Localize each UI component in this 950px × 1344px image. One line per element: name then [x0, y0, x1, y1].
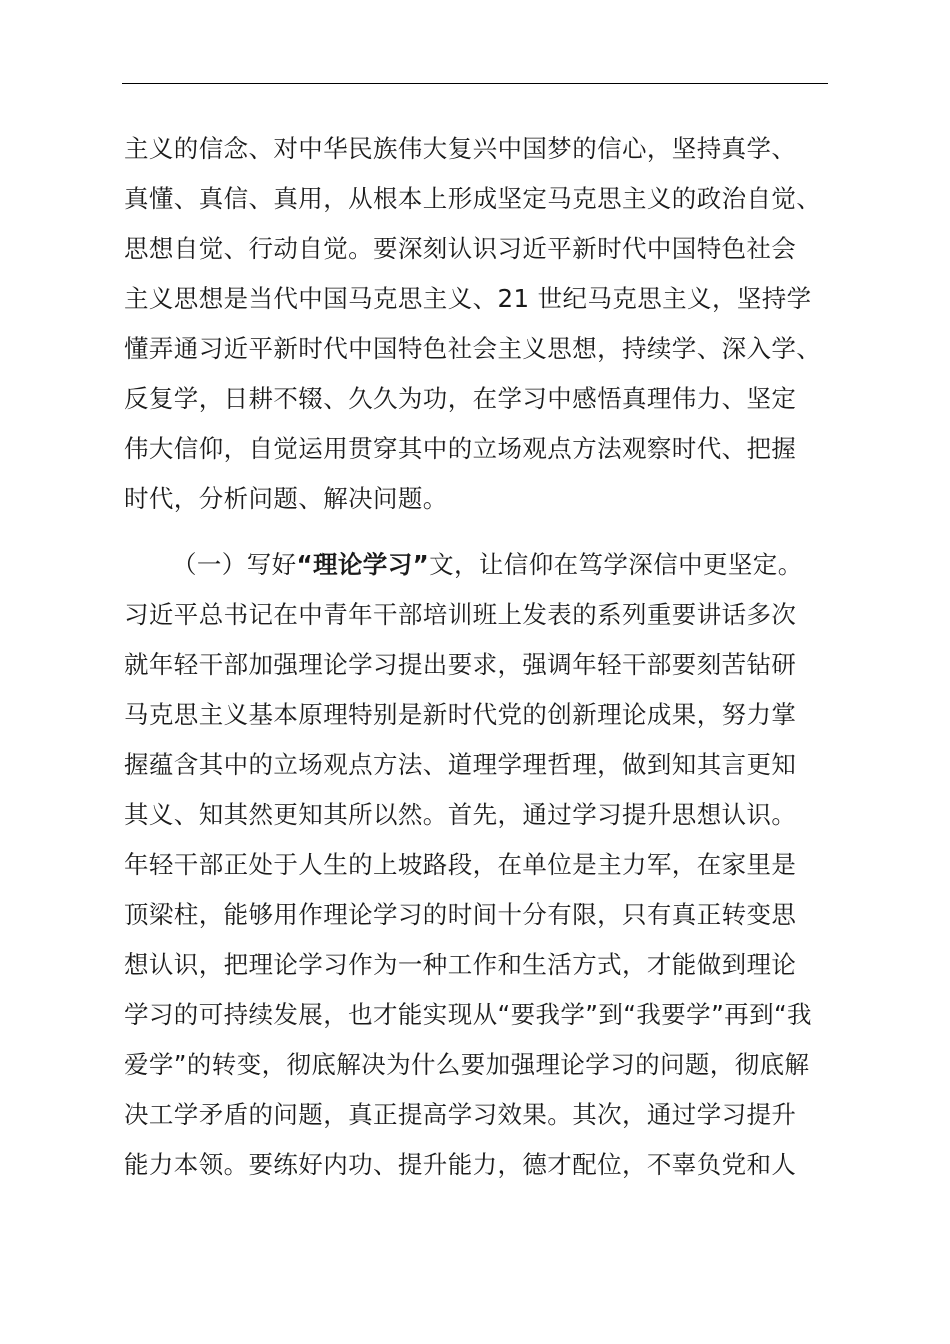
text-line: 习近平总书记在中青年干部培训班上发表的系列重要讲话多次: [124, 600, 797, 629]
text-line: 主义的信念、对中华民族伟大复兴中国梦的信心，坚持真学、: [124, 134, 797, 163]
heading-prefix: （一）写好: [172, 550, 297, 579]
text-line: 马克思主义基本原理特别是新时代党的创新理论成果，努力掌: [124, 700, 797, 729]
header-rule: [122, 83, 828, 84]
document-body: [124, 124, 836, 1190]
text-line: 反复学，日耕不辍、久久为功，在学习中感悟真理伟力、坚定: [124, 384, 797, 413]
text-line: 能力本领。要练好内功、提升能力，德才配位，不辜负党和人: [124, 1150, 797, 1179]
text-line: 顶梁柱，能够用作理论学习的时间十分有限，只有真正转变思: [124, 900, 797, 929]
text-line: 时代，分析问题、解决问题。: [124, 484, 448, 513]
text-line: 思想自觉、行动自觉。要深刻认识习近平新时代中国特色社会: [124, 234, 797, 263]
heading-suffix: 文，让信仰在笃学深信中更坚定。: [429, 550, 803, 579]
text-line: 真懂、真信、真用，从根本上形成坚定马克思主义的政治自觉、: [124, 184, 822, 213]
text-line: 伟大信仰，自觉运用贯穿其中的立场观点方法观察时代、把握: [124, 434, 797, 463]
text-line: 想认识，把理论学习作为一种工作和生活方式，才能做到理论: [124, 950, 797, 979]
text-line: 就年轻干部加强理论学习提出要求，强调年轻干部要刻苦钻研: [124, 650, 797, 679]
text-line: 爱学”的转变，彻底解决为什么要加强理论学习的问题，彻底解: [124, 1050, 810, 1079]
text-line: 握蕴含其中的立场观点方法、道理学理哲理，做到知其言更知: [124, 750, 797, 779]
heading-highlight: “理论学习”: [296, 550, 430, 579]
paragraph-1: [124, 124, 836, 524]
text-line: 主义思想是当代中国马克思主义、21 世纪马克思主义，坚持学: [124, 284, 812, 313]
text-line: 年轻干部正处于人生的上坡路段，在单位是主力军，在家里是: [124, 850, 797, 879]
text-line: 决工学矛盾的问题，真正提高学习效果。其次，通过学习提升: [124, 1100, 797, 1129]
section-heading-line: [124, 540, 836, 590]
text-line: 懂弄通习近平新时代中国特色社会主义思想，持续学、深入学、: [124, 334, 822, 363]
paragraph-gap: [124, 524, 836, 540]
text-line: 其义、知其然更知其所以然。首先，通过学习提升思想认识。: [124, 800, 797, 829]
paragraph-2: [124, 540, 836, 1190]
text-line: 学习的可持续发展，也才能实现从“要我学”到“我要学”再到“我: [124, 1000, 812, 1029]
